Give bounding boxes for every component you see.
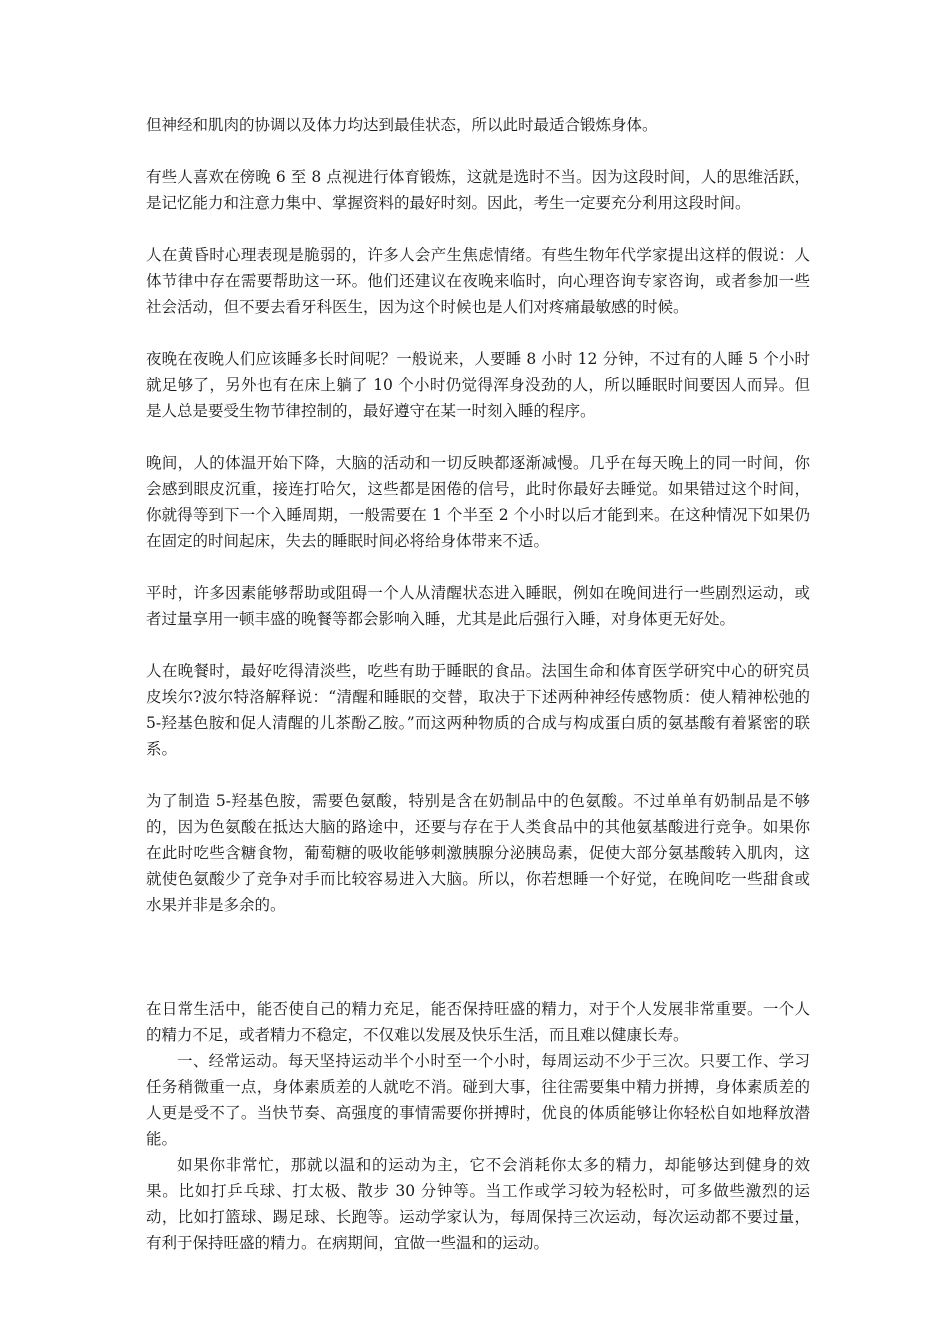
paragraph-sleep-duration: 夜晚在夜晚人们应该睡多长时间呢？一般说来，人要睡 8 小时 12 分钟，不过有的人睡 5 个小时就足够了，另外也有在床上躺了 10 个小时仍觉得浑身没劲的人，所以睡眠时间要因人而异。但是人总是要受生物节律控制的，最好遵守在某一时刻入睡的程序。 [146, 350, 810, 420]
paragraph-gentle-exercise: 如果你非常忙，那就以温和的运动为主，它不会消耗你太多的精力，却能够达到健身的效果。比如打乒乓球、打太极、散步 30 分钟等。当工作或学习较为轻松时，可多做些激烈的运动，比如打篮球、踢足球、长跑等。运动学家认为，每周保持三次运动，每次运动都不要过量，有利于保持旺盛的精力。在病期间，宜做一些温和的运动。 [146, 1156, 810, 1252]
paragraph-regular-exercise: 一、经常运动。每天坚持运动半个小时至一个小时，每周运动不少于三次。只要工作、学习任务稍微重一点，身体素质差的人就吃不消。碰到大事，往往需要集中精力拼搏，身体素质差的人更是受不了。当快节奏、高强度的事情需要你拼搏时，优良的体质能够让你轻松自如地释放潜能。 [146, 1052, 810, 1148]
paragraph-exercise-timing: 但神经和肌肉的协调以及体力均达到最佳状态，所以此时最适合锻炼身体。 [146, 116, 658, 134]
paragraph-night-body-temperature: 晚间，人的体温开始下降，大脑的活动和一切反映都逐渐减慢。几乎在每天晚上的同一时间，你会感到眼皮沉重，接连打哈欠，这些都是困倦的信号，此时你最好去睡觉。如果错过这个时间，你就得等到下一个入睡周期，一般需要在 1 个半至 2 个小时以后才能到来。在这种情况下如果仍在固定的时间起床，失去的睡眠时间必将给身体带来不适。 [146, 454, 810, 550]
document-body [146, 112, 810, 1256]
paragraph-dusk-psychology: 人在黄昏时心理表现是脆弱的，许多人会产生焦虑情绪。有些生物年代学家提出这样的假说：人体节律中存在需要帮助这一环。他们还建议在夜晚来临时，向心理咨询专家咨询，或者参加一些社会活动，但不要去看牙科医生，因为这个时候也是人们对疼痛最敏感的时候。 [146, 246, 810, 316]
paragraph-serotonin: 为了制造 5-羟基色胺，需要色氨酸，特别是含在奶制品中的色氨酸。不过单单有奶制品是不够的，因为色氨酸在抵达大脑的路途中，还要与存在于人类食品中的其他氨基酸进行竞争。如果你在此时吃些含糖食物，葡萄糖的吸收能够刺激胰腺分泌胰岛素，促使大部分氨基酸转入肌肉，这就使色氨酸少了竞争对手而比较容易进入大脑。所以，你若想睡一个好觉，在晚间吃一些甜食或水果并非是多余的。 [146, 792, 810, 914]
paragraph-dinner-advice: 人在晚餐时，最好吃得清淡些，吃些有助于睡眠的食品。法国生命和体育医学研究中心的研究员皮埃尔?波尔特洛解释说：“清醒和睡眠的交替，取决于下述两种神经传感物质：使人精神松弛的 5-羟基色胺和促人清醒的儿茶酚乙胺。”而这两种物质的合成与构成蛋白质的氨基酸有着紧密的联系。 [146, 662, 810, 758]
paragraph-evening-exercise: 有些人喜欢在傍晚 6 至 8 点视进行体育锻炼，这就是选时不当。因为这段时间，人的思维活跃，是记忆能力和注意力集中、掌握资料的最好时刻。因此，考生一定要充分利用这段时间。 [146, 168, 810, 212]
paragraph-energy-intro: 在日常生活中，能否使自己的精力充足，能否保持旺盛的精力，对于个人发展非常重要。一个人的精力不足，或者精力不稳定，不仅难以发展及快乐生活，而且难以健康长寿。 [146, 1000, 810, 1044]
paragraph-sleep-factors: 平时，许多因素能够帮助或阻碍一个人从清醒状态进入睡眠，例如在晚间进行一些剧烈运动，或者过量享用一顿丰盛的晚餐等都会影响入睡，尤其是此后强行入睡，对身体更无好处。 [146, 584, 810, 628]
